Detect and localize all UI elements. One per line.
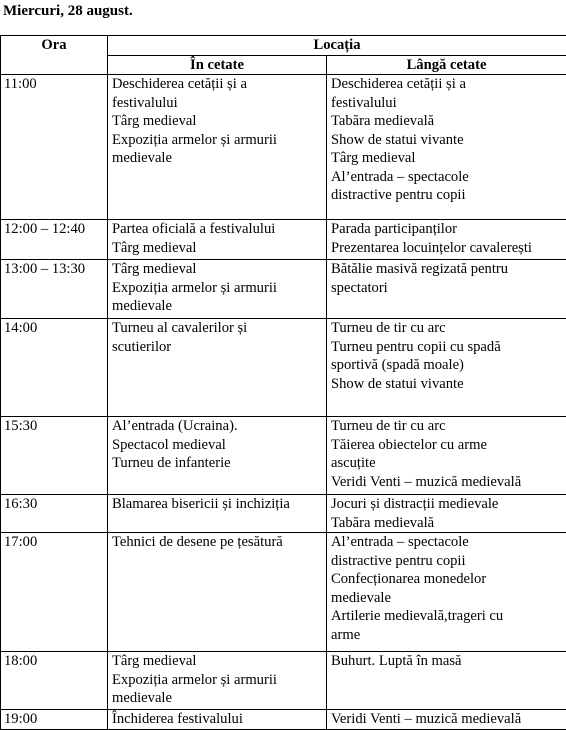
inside-events-cell (108, 417, 327, 495)
header-inside: În cetate (108, 55, 327, 75)
event-line: Târg medieval (331, 149, 565, 168)
event-line: Buhurt. Luptă în masă (331, 652, 565, 671)
event-line: Turneu de tir cu arc (331, 417, 565, 436)
event-line: Al’entrada – spectacole (331, 168, 565, 187)
time-cell: 11:00 (1, 75, 108, 220)
outside-events-cell (327, 652, 566, 710)
schedule-row (1, 710, 566, 730)
event-line: Deschiderea cetății și a (112, 75, 324, 94)
event-line: Târg medieval (112, 239, 324, 258)
header-outside: Lângă cetate (327, 55, 566, 75)
event-line: Târg medieval (112, 260, 324, 279)
event-line: Expoziția armelor și armurii (112, 671, 324, 690)
outside-events-cell (327, 417, 566, 495)
time-cell: 14:00 (1, 319, 108, 417)
event-line: Tehnici de desene pe țesătură (112, 533, 324, 552)
event-line: Expoziția armelor și armurii (112, 131, 324, 150)
event-line: Bătălie masivă regizată pentru (331, 260, 565, 279)
inside-events-cell (108, 652, 327, 710)
event-line: Al’entrada – spectacole (331, 533, 565, 552)
event-line: Tăierea obiectelor cu arme (331, 436, 565, 455)
event-line: Parada participanților (331, 220, 565, 239)
event-line: Jocuri și distracții medievale (331, 495, 565, 514)
event-line: arme (331, 626, 565, 645)
time-cell: 13:00 – 13:30 (1, 260, 108, 319)
outside-events-cell (327, 710, 566, 730)
time-cell: 12:00 – 12:40 (1, 220, 108, 260)
schedule-row (1, 652, 566, 710)
schedule-table (0, 35, 566, 730)
time-cell: 17:00 (1, 533, 108, 652)
outside-events-cell (327, 495, 566, 533)
event-line: Artilerie medievală,trageri cu (331, 607, 565, 626)
event-line: Târg medieval (112, 112, 324, 131)
event-line: Turneu de tir cu arc (331, 319, 565, 338)
event-line: Târg medieval (112, 652, 324, 671)
event-line: festivalului (112, 94, 324, 113)
event-line: spectatori (331, 279, 565, 298)
schedule-row (1, 495, 566, 533)
event-line: Show de statui vivante (331, 131, 565, 150)
event-line: Turneu de infanterie (112, 454, 324, 473)
inside-events-cell (108, 75, 327, 220)
inside-events-cell (108, 533, 327, 652)
schedule-row (1, 260, 566, 319)
inside-events-cell (108, 710, 327, 730)
event-line: Veridi Venti – muzică medievală (331, 473, 565, 492)
event-line: Show de statui vivante (331, 375, 565, 394)
event-line: Al’entrada (Ucraina). (112, 417, 324, 436)
event-line: distractive pentru copii (331, 186, 565, 205)
event-line: Partea oficială a festivalului (112, 220, 324, 239)
day-title: Miercuri, 28 august. (3, 1, 133, 21)
header-time: Ora (1, 36, 108, 75)
event-line: distractive pentru copii (331, 552, 565, 571)
outside-events-cell (327, 319, 566, 417)
time-cell: 16:30 (1, 495, 108, 533)
event-line: Blamarea bisericii și inchiziția (112, 495, 324, 514)
schedule-row (1, 533, 566, 652)
inside-events-cell (108, 495, 327, 533)
event-line: sportivă (spadă moale) (331, 356, 565, 375)
header-location: Locația (108, 36, 566, 56)
event-line: scutierilor (112, 338, 324, 357)
event-line: Tabăra medievală (331, 112, 565, 131)
inside-events-cell (108, 319, 327, 417)
time-cell: 19:00 (1, 710, 108, 730)
event-line: Veridi Venti – muzică medievală (331, 710, 565, 729)
event-line: Închiderea festivalului (112, 710, 324, 729)
event-line: Confecționarea monedelor (331, 570, 565, 589)
event-line: Prezentarea locuințelor cavalerești (331, 239, 565, 258)
time-cell: 18:00 (1, 652, 108, 710)
schedule-row (1, 319, 566, 417)
event-line: Deschiderea cetății și a (331, 75, 565, 94)
event-line: Spectacol medieval (112, 436, 324, 455)
inside-events-cell (108, 260, 327, 319)
inside-events-cell (108, 220, 327, 260)
outside-events-cell (327, 75, 566, 220)
outside-events-cell (327, 533, 566, 652)
event-line: Tabăra medievală (331, 514, 565, 533)
event-line: Turneu al cavalerilor și (112, 319, 324, 338)
event-line: Turneu pentru copii cu spadă (331, 338, 565, 357)
schedule-row (1, 417, 566, 495)
time-cell: 15:30 (1, 417, 108, 495)
event-line: medievale (112, 297, 324, 316)
event-line: medievale (112, 689, 324, 708)
outside-events-cell (327, 260, 566, 319)
event-line: medievale (112, 149, 324, 168)
event-line: festivalului (331, 94, 565, 113)
schedule-row (1, 220, 566, 260)
event-line: Expoziția armelor și armurii (112, 279, 324, 298)
outside-events-cell (327, 220, 566, 260)
schedule-row (1, 75, 566, 220)
event-line: medievale (331, 589, 565, 608)
event-line: ascuțite (331, 454, 565, 473)
